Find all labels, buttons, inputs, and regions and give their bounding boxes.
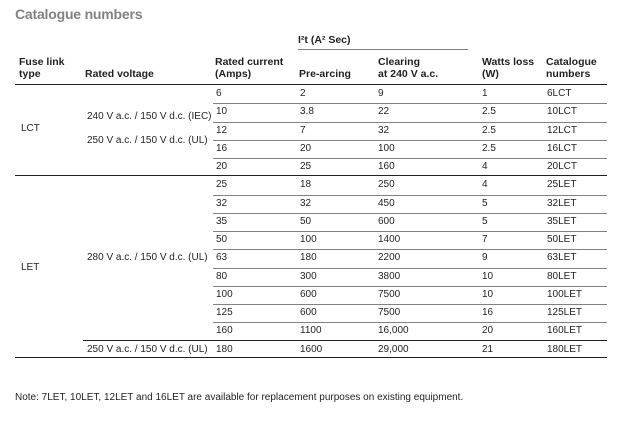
table-cell-clear: 32 bbox=[378, 124, 390, 136]
page-title: Catalogue numbers bbox=[15, 6, 143, 22]
row-rule bbox=[213, 122, 607, 123]
table-cell-watts: 5 bbox=[482, 215, 488, 227]
table-cell-watts: 4 bbox=[482, 161, 488, 172]
table-cell-pre: 180 bbox=[300, 252, 317, 264]
table-cell-current: 50 bbox=[216, 234, 228, 245]
header-rated-current-line2: (Amps) bbox=[215, 68, 252, 80]
row-rule bbox=[213, 286, 607, 287]
table-cell-watts: 4 bbox=[482, 179, 488, 191]
table-cell-cat: 32LET bbox=[547, 197, 577, 209]
row-rule bbox=[213, 140, 607, 141]
table-cell-watts: 16 bbox=[482, 307, 494, 318]
row-rule bbox=[213, 268, 607, 269]
table-cell-cat: 10LCT bbox=[547, 106, 578, 118]
i2t-group-rule bbox=[298, 49, 468, 50]
i2t-group-header: I²t (A² Sec) bbox=[298, 34, 351, 46]
row-rule bbox=[213, 304, 607, 305]
header-watts-loss bbox=[482, 56, 534, 80]
table-cell-cat: 180LET bbox=[547, 343, 583, 355]
header-rated-current bbox=[215, 56, 283, 80]
table-cell-pre: 18 bbox=[300, 179, 312, 191]
table-cell-cat: 80LET bbox=[547, 270, 577, 282]
header-pre-arcing: Pre-arcing bbox=[299, 68, 351, 80]
table-cell-pre: 1100 bbox=[300, 325, 322, 337]
header-fuse-link-type bbox=[19, 56, 65, 80]
table-cell-current: 180 bbox=[216, 343, 233, 355]
table-cell-clear: 1400 bbox=[378, 234, 401, 245]
table-cell-cat: 160LET bbox=[547, 325, 583, 337]
table-cell-pre: 3.8 bbox=[300, 106, 314, 118]
table-cell-current: 10 bbox=[216, 106, 228, 118]
table-cell-watts: 10 bbox=[482, 270, 494, 282]
row-rule bbox=[213, 213, 607, 214]
table-cell-cat: 25LET bbox=[547, 179, 577, 191]
voltage-separator-rule bbox=[83, 340, 607, 341]
table-bottom-rule bbox=[15, 357, 607, 358]
footnote: Note: 7LET, 10LET, 12LET and 16LET are available for replacement purposes on existing equipment. bbox=[15, 392, 464, 403]
header-rated-current-line1: Rated current bbox=[215, 56, 284, 68]
header-watts-loss-line2: (W) bbox=[482, 68, 499, 80]
table-cell-pre: 100 bbox=[300, 234, 317, 245]
group-separator-rule bbox=[15, 175, 607, 176]
table-cell-clear: 16,000 bbox=[378, 325, 409, 337]
table-cell-watts: 20 bbox=[482, 325, 494, 337]
header-clearing-line1: Clearing bbox=[378, 56, 421, 68]
table-cell-cat: 63LET bbox=[547, 252, 577, 264]
header-catalogue-numbers-line1: Catalogue bbox=[546, 56, 597, 68]
table-cell-cat: 35LET bbox=[547, 215, 577, 227]
table-cell-watts: 21 bbox=[482, 343, 494, 355]
row-rule bbox=[213, 249, 607, 250]
table-cell-cat: 16LCT bbox=[547, 142, 578, 154]
table-cell-current: 125 bbox=[216, 307, 233, 318]
table-cell-clear: 7500 bbox=[378, 307, 401, 318]
header-clearing-line2: at 240 V a.c. bbox=[378, 68, 439, 80]
table-cell-current: 16 bbox=[216, 142, 228, 154]
table-cell-clear: 160 bbox=[378, 161, 395, 172]
table-cell-clear: 9 bbox=[378, 88, 384, 99]
row-rule bbox=[213, 158, 607, 159]
table-cell-pre: 600 bbox=[300, 288, 317, 300]
table-cell-current: 100 bbox=[216, 288, 233, 300]
table-cell-watts: 5 bbox=[482, 197, 488, 209]
row-rule bbox=[213, 231, 607, 232]
group-label-let: LET bbox=[21, 262, 40, 273]
table-cell-pre: 32 bbox=[300, 197, 312, 209]
table-cell-watts: 2.5 bbox=[482, 142, 496, 154]
table-cell-clear: 250 bbox=[378, 179, 395, 191]
table-cell-watts: 7 bbox=[482, 234, 488, 245]
header-fuse-link-type-line2: type bbox=[19, 68, 41, 80]
table-cell-pre: 20 bbox=[300, 142, 312, 154]
header-rule bbox=[15, 84, 607, 85]
table-cell-current: 80 bbox=[216, 270, 228, 282]
voltage-label-let-main: 280 V a.c. / 150 V d.c. (UL) bbox=[87, 252, 208, 263]
table-cell-pre: 300 bbox=[300, 270, 317, 282]
table-cell-clear: 7500 bbox=[378, 288, 401, 300]
table-cell-cat: 125LET bbox=[547, 307, 583, 318]
voltage-label-let-last: 250 V a.c. / 150 V d.c. (UL) bbox=[87, 344, 208, 355]
table-cell-watts: 9 bbox=[482, 252, 488, 264]
table-cell-watts: 1 bbox=[482, 88, 488, 99]
table-cell-current: 160 bbox=[216, 325, 233, 337]
voltage-label-lct-iec: 240 V a.c. / 150 V d.c. (IEC) bbox=[87, 111, 212, 122]
table-cell-pre: 7 bbox=[300, 124, 306, 136]
row-rule bbox=[213, 195, 607, 196]
header-watts-loss-line1: Watts loss bbox=[482, 56, 535, 68]
table-cell-current: 25 bbox=[216, 179, 228, 191]
table-cell-watts: 2.5 bbox=[482, 106, 496, 118]
table-cell-cat: 6LCT bbox=[547, 88, 572, 99]
table-cell-clear: 600 bbox=[378, 215, 395, 227]
table-cell-watts: 2.5 bbox=[482, 124, 496, 136]
table-cell-clear: 29,000 bbox=[378, 343, 409, 355]
row-rule bbox=[213, 322, 607, 323]
table-cell-clear: 3800 bbox=[378, 270, 401, 282]
table-cell-pre: 600 bbox=[300, 307, 317, 318]
header-clearing bbox=[378, 56, 438, 80]
table-cell-clear: 22 bbox=[378, 106, 390, 118]
table-cell-cat: 20LCT bbox=[547, 161, 578, 172]
table-cell-current: 6 bbox=[216, 88, 222, 99]
table-cell-current: 12 bbox=[216, 124, 228, 136]
table-cell-pre: 1600 bbox=[300, 343, 323, 355]
table-cell-current: 35 bbox=[216, 215, 228, 227]
table-cell-pre: 25 bbox=[300, 161, 312, 172]
table-cell-pre: 2 bbox=[300, 88, 306, 99]
header-fuse-link-type-line1: Fuse link bbox=[19, 56, 65, 68]
group-label-lct: LCT bbox=[21, 123, 40, 134]
voltage-label-lct-ul: 250 V a.c. / 150 V d.c. (UL) bbox=[87, 135, 208, 146]
table-cell-cat: 50LET bbox=[547, 234, 577, 245]
table-cell-watts: 10 bbox=[482, 288, 494, 300]
header-catalogue-numbers-line2: numbers bbox=[546, 68, 591, 80]
table-cell-cat: 12LCT bbox=[547, 124, 578, 136]
table-cell-clear: 450 bbox=[378, 197, 395, 209]
table-cell-current: 20 bbox=[216, 161, 228, 172]
table-cell-current: 63 bbox=[216, 252, 228, 264]
header-catalogue-numbers bbox=[546, 56, 597, 80]
table-cell-pre: 50 bbox=[300, 215, 312, 227]
table-cell-clear: 2200 bbox=[378, 252, 401, 264]
row-rule bbox=[213, 103, 607, 104]
table-cell-current: 32 bbox=[216, 197, 228, 209]
table-cell-cat: 100LET bbox=[547, 288, 583, 300]
header-rated-voltage: Rated voltage bbox=[85, 68, 154, 80]
table-cell-clear: 100 bbox=[378, 142, 395, 154]
